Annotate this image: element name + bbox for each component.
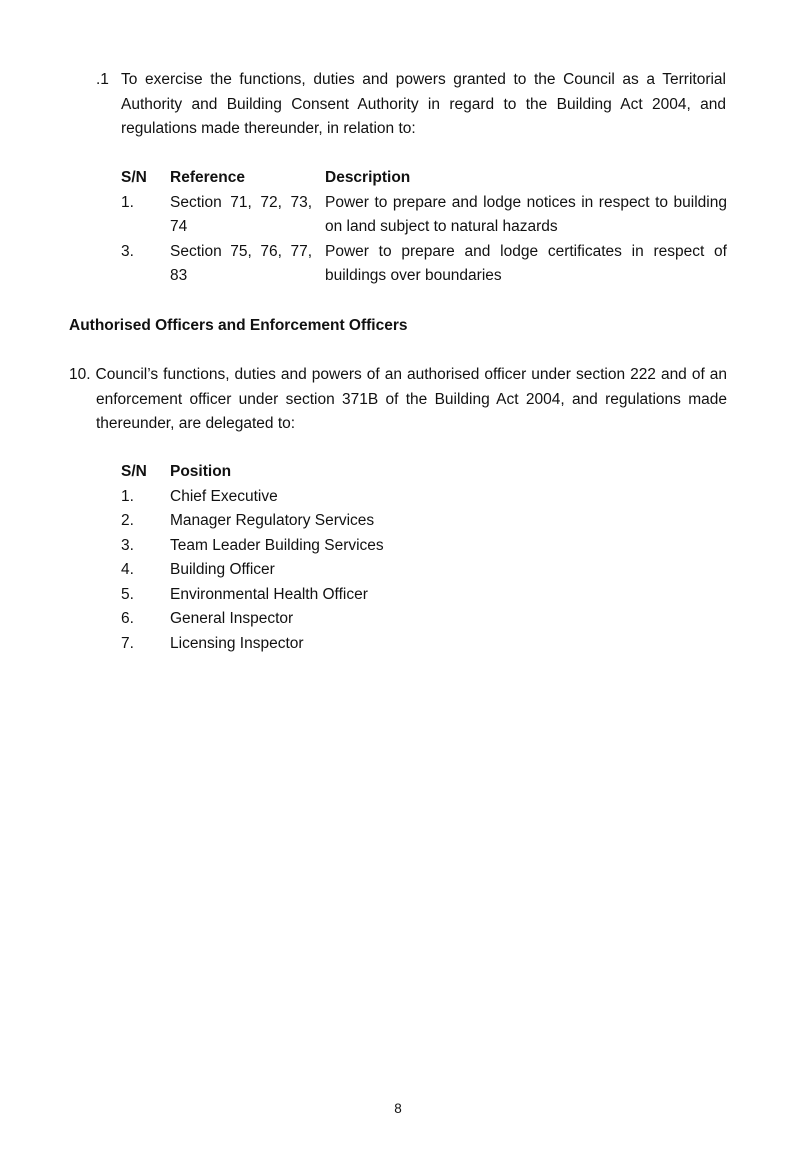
table-row xyxy=(121,632,384,657)
row-reference: Section 75, 76, 77, 83 xyxy=(170,242,312,284)
row-sn: 3. xyxy=(121,536,134,554)
table-row xyxy=(121,485,384,510)
row-sn: 3. xyxy=(121,242,134,260)
table-row xyxy=(121,191,727,240)
clause-10 xyxy=(69,363,727,437)
table-header-row xyxy=(121,460,384,485)
table-row xyxy=(121,558,384,583)
row-position: Licensing Inspector xyxy=(170,634,304,652)
row-description: Power to prepare and lodge certificates in respect of buildings over boundaries xyxy=(325,242,727,284)
row-position: Chief Executive xyxy=(170,487,278,505)
row-position: Team Leader Building Services xyxy=(170,536,384,554)
row-sn: 5. xyxy=(121,585,134,603)
row-position: Manager Regulatory Services xyxy=(170,512,375,529)
row-position: Building Officer xyxy=(170,561,275,578)
row-description: Power to prepare and lodge notices in respect to building on land subject to natural hazards xyxy=(325,193,727,235)
header-position: Position xyxy=(170,463,232,480)
table-row xyxy=(121,583,384,608)
page-number: 8 xyxy=(394,1101,402,1116)
header-reference: Reference xyxy=(170,169,245,186)
section-heading: Authorised Officers and Enforcement Officers xyxy=(69,317,408,334)
header-sn: S/N xyxy=(121,463,147,480)
row-sn: 1. xyxy=(121,193,134,211)
row-sn: 7. xyxy=(121,634,134,652)
header-sn: S/N xyxy=(121,169,147,186)
row-sn: 4. xyxy=(121,561,134,578)
table-row xyxy=(121,240,727,289)
row-position: Environmental Health Officer xyxy=(170,585,368,603)
row-position: General Inspector xyxy=(170,610,294,627)
row-sn: 1. xyxy=(121,487,134,505)
row-sn: 2. xyxy=(121,512,134,529)
table-row xyxy=(121,607,384,632)
row-sn: 6. xyxy=(121,610,134,627)
clause-10-text: 10. Council’s functions, duties and powers of an authorised officer under section 222 and of an enforcement officer under section 371B of the Building Act 2004, and regulations made thereunder, are delegated to: xyxy=(69,366,727,432)
clause-1-text: To exercise the functions, duties and powers granted to the Council as a Territorial Authority and Building Consent Authority in regard to the Building Act 2004, and regulations made thereunder, in relation to: xyxy=(121,71,726,137)
table-header-row xyxy=(121,166,727,191)
reference-table xyxy=(121,166,727,289)
position-table xyxy=(121,460,384,656)
row-reference: Section 71, 72, 73, 74 xyxy=(170,193,312,235)
clause-1-number: .1 xyxy=(96,71,109,88)
table-row xyxy=(121,509,384,534)
header-description: Description xyxy=(325,169,411,186)
table-row xyxy=(121,534,384,559)
